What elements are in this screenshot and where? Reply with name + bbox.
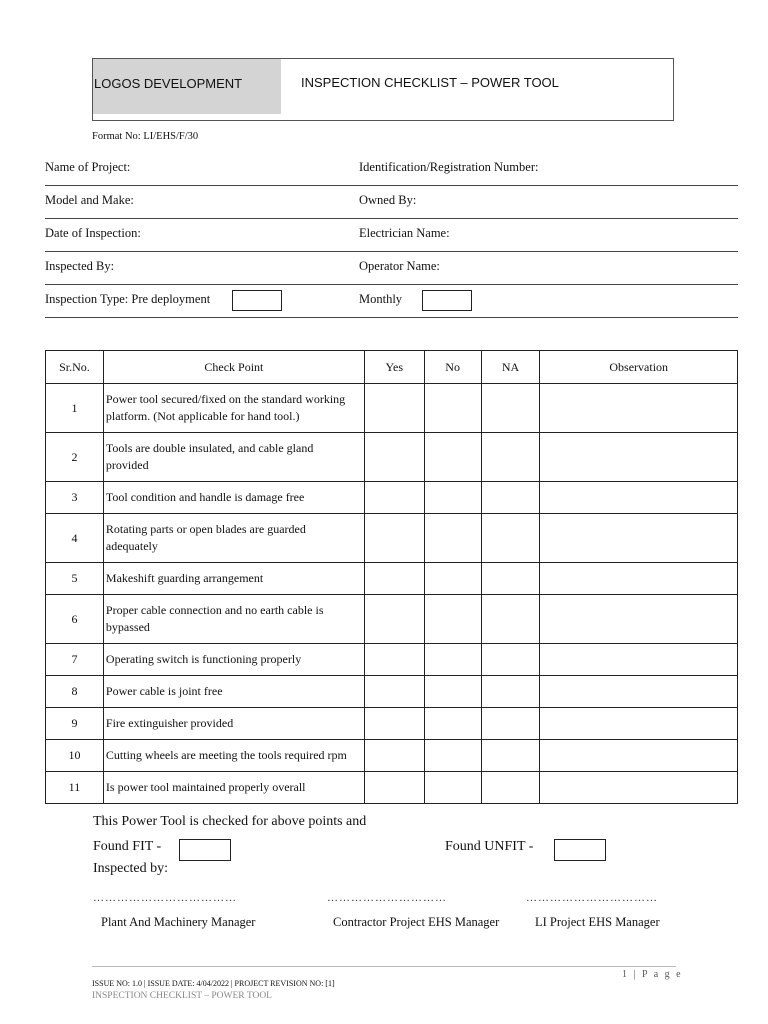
- row-check-point: Makeshift guarding arrangement: [103, 563, 364, 595]
- table-row: [46, 644, 738, 676]
- owned-by-label: Owned By:: [359, 193, 417, 207]
- document-title: INSPECTION CHECKLIST – POWER TOOL: [301, 75, 559, 90]
- row-check-point: [103, 384, 364, 433]
- date-of-inspection-label: Date of Inspection:: [45, 226, 141, 240]
- yes-cell[interactable]: [364, 708, 424, 740]
- row-check-point: Operating switch is functioning properly: [103, 644, 364, 676]
- check-point-line: platform. (Not applicable for hand tool.): [105, 409, 300, 423]
- col-header-observation: Observation: [540, 351, 738, 384]
- li-ehs-manager-label: LI Project EHS Manager: [535, 915, 660, 929]
- monthly-checkbox[interactable]: [422, 290, 472, 311]
- row-sr: 2: [46, 433, 104, 482]
- found-unfit-box[interactable]: [554, 839, 606, 861]
- footer-document-title: INSPECTION CHECKLIST – POWER TOOL: [92, 991, 272, 1001]
- row-check-point: [103, 595, 364, 644]
- yes-cell[interactable]: [364, 740, 424, 772]
- observation-cell[interactable]: [540, 595, 738, 644]
- check-point-line: Power tool secured/fixed on the standard working: [105, 392, 346, 406]
- model-and-make-label: Model and Make:: [45, 193, 134, 207]
- observation-cell[interactable]: [540, 433, 738, 482]
- inspected-by-footer-label: Inspected by:: [93, 861, 169, 876]
- row-check-point: [103, 514, 364, 563]
- table-row: [46, 740, 738, 772]
- table-header-row: [46, 351, 738, 384]
- table-row: [46, 772, 738, 804]
- checked-statement: This Power Tool is checked for above points and: [93, 814, 367, 829]
- col-header-sr: Sr.No.: [46, 351, 104, 384]
- no-cell[interactable]: [424, 708, 481, 740]
- name-of-project-label: Name of Project:: [45, 160, 131, 174]
- row-check-point: Is power tool maintained properly overall: [103, 772, 364, 804]
- check-point-line: Tools are double insulated, and cable gland: [105, 441, 314, 455]
- col-header-yes: Yes: [364, 351, 424, 384]
- na-cell[interactable]: [481, 514, 540, 563]
- col-header-no: No: [424, 351, 481, 384]
- check-point-line: provided: [105, 458, 149, 472]
- contractor-ehs-manager-label: Contractor Project EHS Manager: [333, 915, 500, 929]
- no-cell[interactable]: [424, 563, 481, 595]
- observation-cell[interactable]: [540, 708, 738, 740]
- na-cell[interactable]: [481, 433, 540, 482]
- yes-cell[interactable]: [364, 563, 424, 595]
- na-cell[interactable]: [481, 595, 540, 644]
- no-cell[interactable]: [424, 772, 481, 804]
- row-check-point: [103, 433, 364, 482]
- observation-cell[interactable]: [540, 644, 738, 676]
- observation-cell[interactable]: [540, 563, 738, 595]
- na-cell[interactable]: [481, 644, 540, 676]
- no-cell[interactable]: [424, 676, 481, 708]
- row-sr: 11: [46, 772, 104, 804]
- inspected-by-label: Inspected By:: [45, 259, 115, 273]
- check-point-line: Proper cable connection and no earth cable is: [105, 603, 324, 617]
- company-name: LOGOS DEVELOPMENT: [94, 76, 243, 91]
- no-cell[interactable]: [424, 514, 481, 563]
- no-cell[interactable]: [424, 384, 481, 433]
- format-number: Format No: LI/EHS/F/30: [92, 131, 199, 142]
- signature-line-1: ………………………………: [93, 892, 237, 904]
- na-cell[interactable]: [481, 676, 540, 708]
- check-point-line: Rotating parts or open blades are guarded: [105, 522, 306, 536]
- table-row: [46, 708, 738, 740]
- monthly-label: Monthly: [359, 292, 403, 306]
- observation-cell[interactable]: [540, 676, 738, 708]
- col-header-check-point: Check Point: [103, 351, 364, 384]
- na-cell[interactable]: [481, 384, 540, 433]
- row-check-point: Cutting wheels are meeting the tools required rpm: [103, 740, 364, 772]
- no-cell[interactable]: [424, 433, 481, 482]
- check-point-line: adequately: [105, 539, 158, 553]
- found-unfit-label: Found UNFIT -: [445, 839, 534, 854]
- row-sr: 3: [46, 482, 104, 514]
- electrician-name-label: Electrician Name:: [359, 226, 450, 240]
- na-cell[interactable]: [481, 772, 540, 804]
- row-sr: 1: [46, 384, 104, 433]
- found-fit-label: Found FIT -: [93, 839, 162, 854]
- row-sr: 9: [46, 708, 104, 740]
- row-sr: 4: [46, 514, 104, 563]
- row-check-point: Power cable is joint free: [103, 676, 364, 708]
- na-cell[interactable]: [481, 482, 540, 514]
- observation-cell[interactable]: [540, 384, 738, 433]
- na-cell[interactable]: [481, 563, 540, 595]
- identification-number-label: Identification/Registration Number:: [359, 160, 539, 174]
- no-cell[interactable]: [424, 644, 481, 676]
- pre-deployment-checkbox[interactable]: [232, 290, 282, 311]
- signature-line-3: ……………………………: [526, 892, 658, 904]
- row-check-point: Tool condition and handle is damage free: [103, 482, 364, 514]
- check-point-line: bypassed: [105, 620, 150, 634]
- yes-cell[interactable]: [364, 514, 424, 563]
- plant-machinery-manager-label: Plant And Machinery Manager: [101, 915, 256, 929]
- yes-cell[interactable]: [364, 384, 424, 433]
- inspection-type-label: Inspection Type: Pre deployment: [45, 292, 211, 306]
- row-sr: 8: [46, 676, 104, 708]
- yes-cell[interactable]: [364, 676, 424, 708]
- table-row: [46, 514, 738, 563]
- found-fit-box[interactable]: [179, 839, 231, 861]
- observation-cell[interactable]: [540, 772, 738, 804]
- col-header-na: NA: [481, 351, 540, 384]
- row-check-point: Fire extinguisher provided: [103, 708, 364, 740]
- row-sr: 10: [46, 740, 104, 772]
- observation-cell[interactable]: [540, 740, 738, 772]
- table-row: [46, 482, 738, 514]
- signature-line-2: …………………………: [327, 892, 447, 904]
- table-row: [46, 676, 738, 708]
- no-cell[interactable]: [424, 482, 481, 514]
- row-sr: 7: [46, 644, 104, 676]
- row-sr: 5: [46, 563, 104, 595]
- yes-cell[interactable]: [364, 644, 424, 676]
- yes-cell[interactable]: [364, 772, 424, 804]
- info-row-inspection-type: [45, 284, 738, 318]
- info-row-project: [45, 152, 738, 186]
- yes-cell[interactable]: [364, 595, 424, 644]
- table-row: [46, 563, 738, 595]
- no-cell[interactable]: [424, 595, 481, 644]
- yes-cell[interactable]: [364, 433, 424, 482]
- checklist-table: [45, 350, 738, 804]
- observation-cell[interactable]: [540, 514, 738, 563]
- info-row-model: [45, 185, 738, 219]
- na-cell[interactable]: [481, 740, 540, 772]
- operator-name-label: Operator Name:: [359, 259, 440, 273]
- footer-divider: [92, 966, 676, 967]
- observation-cell[interactable]: [540, 482, 738, 514]
- info-row-inspected: [45, 251, 738, 285]
- table-row: [46, 384, 738, 433]
- table-row: [46, 433, 738, 482]
- issue-info: ISSUE NO: 1.0 | ISSUE DATE: 4/04/2022 | PROJECT REVISION NO: [1]: [92, 979, 335, 988]
- no-cell[interactable]: [424, 740, 481, 772]
- page-number: 1 | P a g e: [622, 969, 683, 980]
- row-sr: 6: [46, 595, 104, 644]
- table-row: [46, 595, 738, 644]
- na-cell[interactable]: [481, 708, 540, 740]
- yes-cell[interactable]: [364, 482, 424, 514]
- info-row-date: [45, 218, 738, 252]
